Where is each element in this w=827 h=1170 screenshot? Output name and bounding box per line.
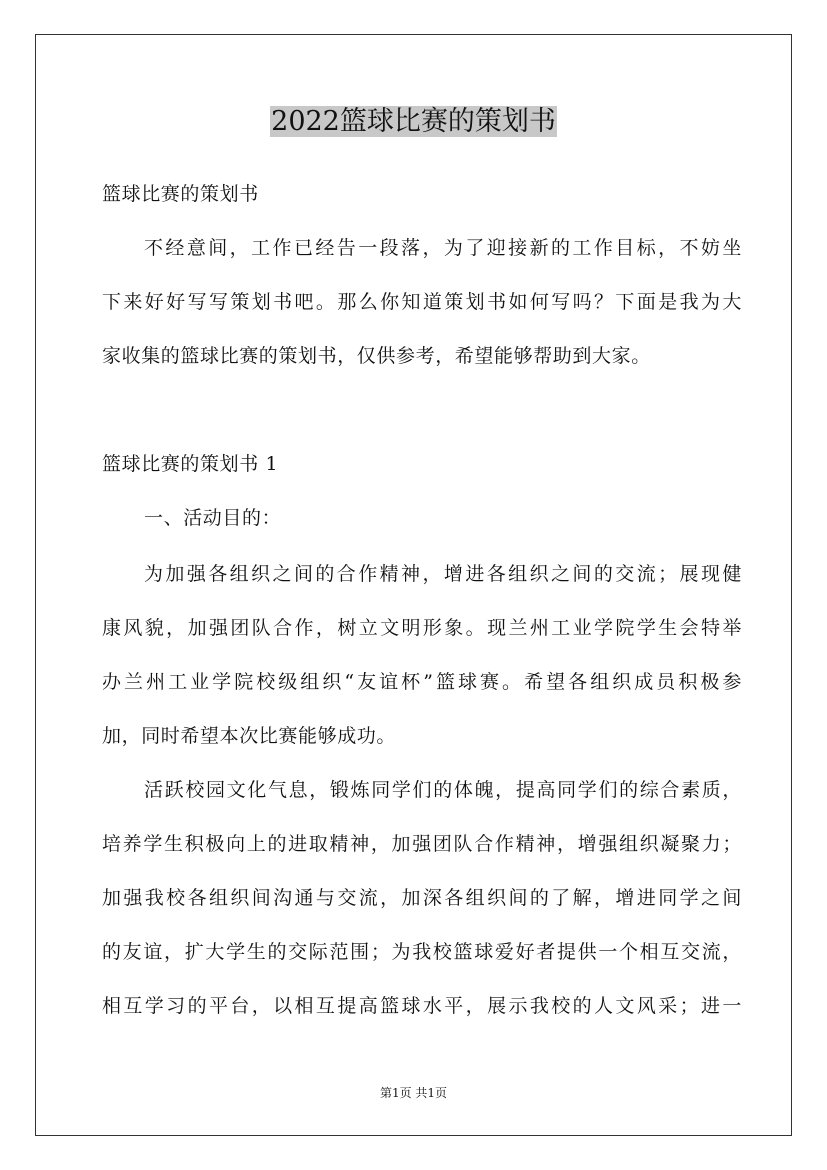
paragraph2-line-1: 活跃校园文化气息，锻炼同学们的体魄，提高同学们的综合素质， xyxy=(144,779,742,801)
intro-line-3: 家收集的篮球比赛的策划书，仅供参考，希望能够帮助到大家。 xyxy=(102,345,651,367)
paragraph2-line-5: 相互学习的平台，以相互提高篮球水平，展示我校的人文风采；进一 xyxy=(102,995,742,1017)
paragraph2-line-4: 的友谊，扩大学生的交际范围；为我校篮球爱好者提供一个相互交流， xyxy=(102,941,742,963)
page-number-footer: 第1页 共1页 xyxy=(379,1086,448,1100)
intro-line-1: 不经意间，工作已经告一段落，为了迎接新的工作目标，不妨坐 xyxy=(144,237,742,259)
section-heading: 篮球比赛的策划书 1 xyxy=(102,453,279,475)
paragraph1-line-1: 为加强各组织之间的合作精神，增进各组织之间的交流；展现健 xyxy=(144,563,742,585)
document-title xyxy=(0,102,827,142)
paragraph2-line-3: 加强我校各组织间沟通与交流，加深各组织间的了解，增进同学之间 xyxy=(102,887,742,909)
document-title-text: 2022篮球比赛的策划书 xyxy=(271,106,556,137)
paragraph1-line-3: 办兰州工业学院校级组织“友谊杯”篮球赛。希望各组织成员积极参 xyxy=(102,671,742,693)
subsection-heading: 一、活动目的： xyxy=(144,507,282,529)
intro-line-2: 下来好好写写策划书吧。那么你知道策划书如何写吗？下面是我为大 xyxy=(102,291,742,313)
paragraph2-line-2: 培养学生积极向上的进取精神，加强团队合作精神，增强组织凝聚力； xyxy=(102,833,742,855)
paragraph1-line-2: 康风貌，加强团队合作，树立文明形象。现兰州工业学院学生会特举 xyxy=(102,617,742,639)
document-subtitle: 篮球比赛的策划书 xyxy=(102,183,259,205)
paragraph1-line-4: 加，同时希望本次比赛能够成功。 xyxy=(102,725,397,747)
